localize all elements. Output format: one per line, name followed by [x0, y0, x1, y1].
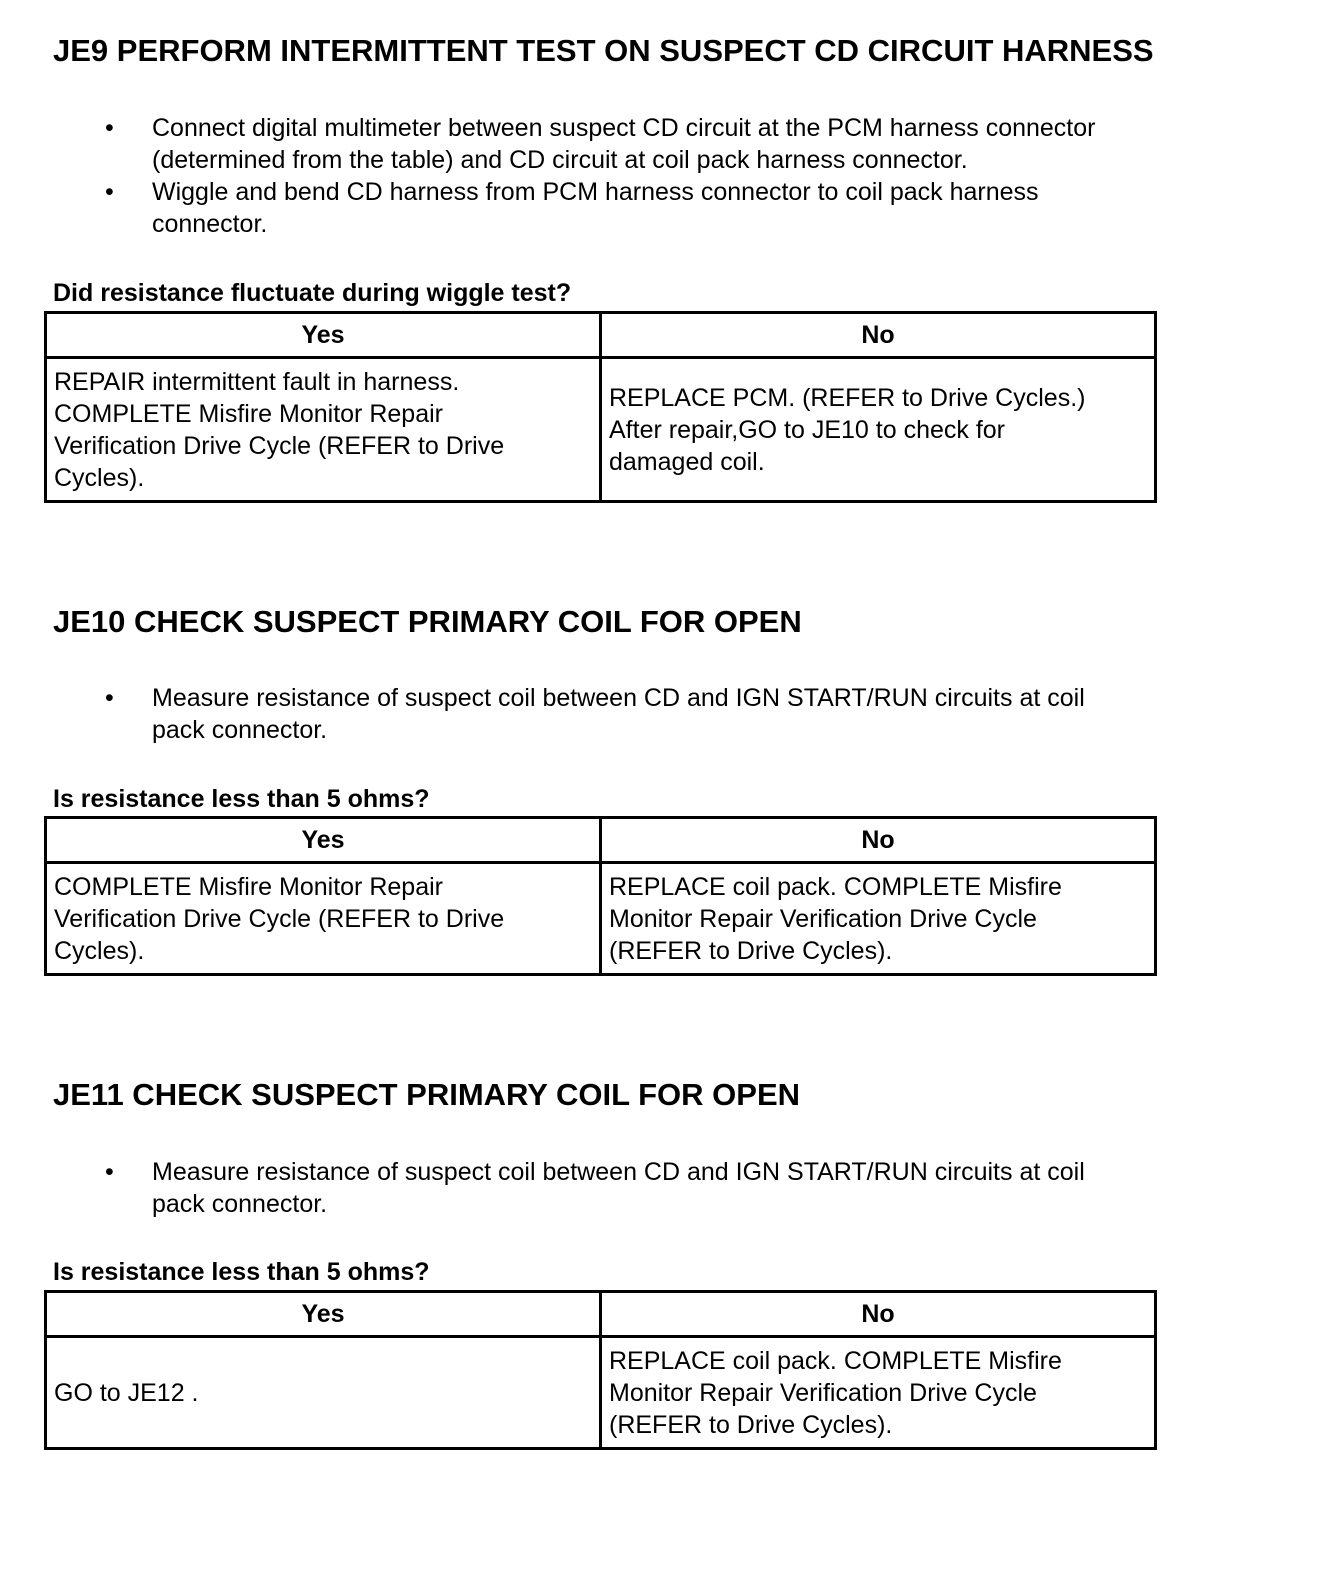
- bullet-icon: •: [105, 1158, 114, 1186]
- instruction-list-je10: [0, 682, 1212, 746]
- section-heading-je11: JE11 CHECK SUSPECT PRIMARY COIL FOR OPEN: [53, 1077, 801, 1112]
- no-result: REPLACE PCM. (REFER to Drive Cycles.) After repair,GO to JE10 to check for damaged coil.: [601, 358, 1156, 502]
- instruction-item: • Measure resistance of suspect coil between CD and IGN START/RUN circuits at coil pack connector.: [105, 684, 1085, 744]
- bullet-icon: •: [105, 114, 114, 142]
- yes-result: REPAIR intermittent fault in harness. COMPLETE Misfire Monitor Repair Verification Drive Cycle (REFER to Drive Cycles).: [46, 358, 601, 502]
- yes-header: Yes: [46, 1292, 601, 1337]
- decision-table-je10: [44, 816, 1157, 976]
- decision-table-je11: [44, 1290, 1157, 1450]
- yes-header: Yes: [46, 818, 601, 863]
- bullet-icon: •: [105, 178, 114, 206]
- no-header: No: [601, 1292, 1156, 1337]
- instruction-list-je11: [0, 1156, 1212, 1220]
- yes-result: COMPLETE Misfire Monitor Repair Verification Drive Cycle (REFER to Drive Cycles).: [46, 863, 601, 975]
- yes-result: GO to JE12 .: [46, 1337, 601, 1449]
- decision-table-je9: [44, 311, 1157, 503]
- no-result: REPLACE coil pack. COMPLETE Misfire Monitor Repair Verification Drive Cycle (REFER to Drive Cycles).: [601, 1337, 1156, 1449]
- instruction-item: • Wiggle and bend CD harness from PCM harness connector to coil pack harness connector.: [105, 178, 1039, 238]
- section-heading-je10: JE10 CHECK SUSPECT PRIMARY COIL FOR OPEN: [53, 604, 802, 639]
- no-header: No: [601, 818, 1156, 863]
- no-result: REPLACE coil pack. COMPLETE Misfire Monitor Repair Verification Drive Cycle (REFER to Drive Cycles).: [601, 863, 1156, 975]
- bullet-icon: •: [105, 684, 114, 712]
- question-je10: Is resistance less than 5 ohms?: [53, 785, 430, 813]
- instruction-item: • Connect digital multimeter between suspect CD circuit at the PCM harness connector (determined from the table) and CD circuit at coil pack harness connector.: [105, 114, 1096, 174]
- section-heading-je9: JE9 PERFORM INTERMITTENT TEST ON SUSPECT CD CIRCUIT HARNESS: [53, 33, 1154, 68]
- no-header: No: [601, 313, 1156, 358]
- instruction-list-je9: [0, 112, 1212, 240]
- question-je9: Did resistance fluctuate during wiggle test?: [53, 279, 572, 307]
- question-je11: Is resistance less than 5 ohms?: [53, 1258, 430, 1286]
- yes-header: Yes: [46, 313, 601, 358]
- instruction-item: • Measure resistance of suspect coil between CD and IGN START/RUN circuits at coil pack connector.: [105, 1158, 1085, 1218]
